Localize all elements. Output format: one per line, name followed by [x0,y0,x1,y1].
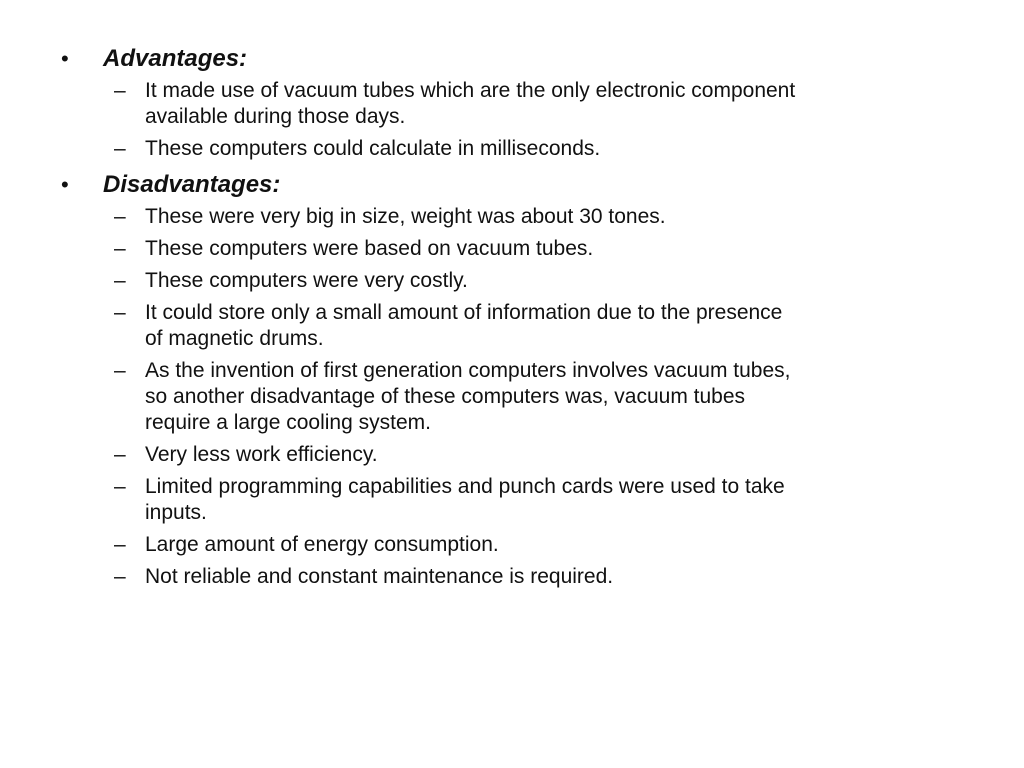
dash-icon: – [114,269,126,292]
dash-icon: – [114,137,126,160]
bullet-icon: • [61,172,69,197]
list-item-text: Very less work efficiency. [145,443,378,466]
list-item [114,564,988,590]
list-item-text: These computers were very costly. [145,269,468,292]
list-item [114,532,988,558]
section-heading-row [58,42,988,76]
list-item-text: Not reliable and constant maintenance is required. [145,565,614,588]
dash-icon: – [114,533,126,556]
list-item-text: As the invention of first generation computers involves vacuum tubes, so another disadvantage of these computers was, vacuum tubes require a large cooling system. [145,359,791,434]
section-disadvantages [58,168,988,590]
dash-icon: – [114,79,126,102]
list-item-text: These computers were based on vacuum tubes. [145,237,594,260]
section-heading-row [58,168,988,202]
dash-icon: – [114,301,126,324]
list-item [114,204,988,230]
list-item-text: Large amount of energy consumption. [145,533,499,556]
section-advantages [58,42,988,162]
list-item-text: Limited programming capabilities and punch cards were used to take inputs. [145,475,785,524]
dash-icon: – [114,205,126,228]
section-heading: Advantages: [103,45,248,72]
dash-icon: – [114,565,126,588]
bullet-icon: • [61,46,69,71]
list-item-text: It could store only a small amount of information due to the presence of magnetic drums. [145,301,783,350]
list-item [114,300,988,352]
list-item [114,136,988,162]
list-item [114,358,988,436]
list-item [114,78,988,130]
list-item-text: It made use of vacuum tubes which are the only electronic component available during those days. [145,79,796,128]
list-item [114,268,988,294]
section-heading: Disadvantages: [103,171,281,198]
dash-icon: – [114,237,126,260]
dash-icon: – [114,443,126,466]
disadvantages-list [58,204,988,590]
advantages-list [58,78,988,162]
list-item [114,474,988,526]
list-item [114,236,988,262]
list-item-text: These computers could calculate in milliseconds. [145,137,601,160]
list-item [114,442,988,468]
dash-icon: – [114,359,126,382]
slide-content [58,42,988,596]
dash-icon: – [114,475,126,498]
list-item-text: These were very big in size, weight was about 30 tones. [145,205,666,228]
